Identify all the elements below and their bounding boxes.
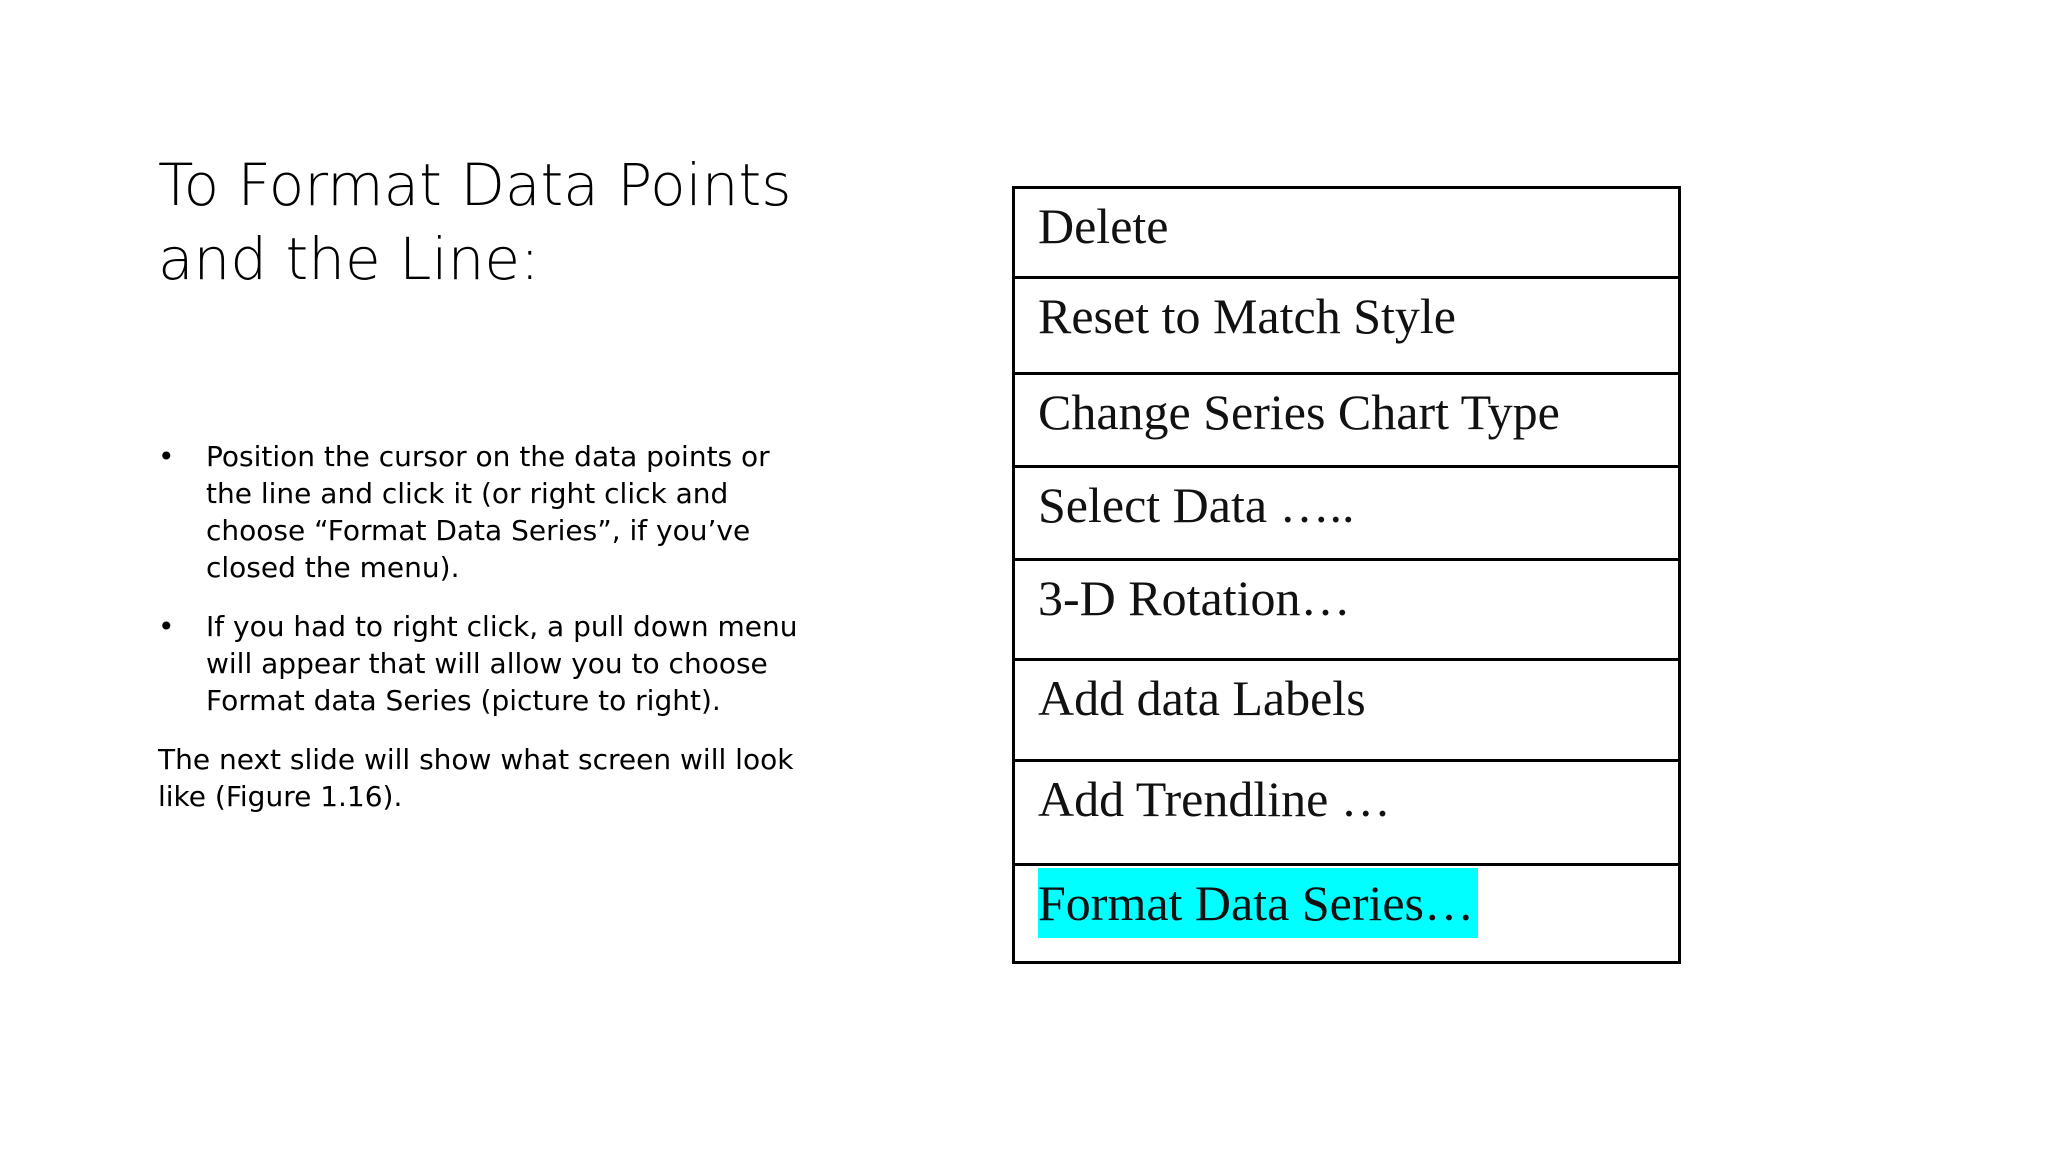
menu-item-label-highlighted: Format Data Series…	[1038, 868, 1478, 938]
menu-item-label: Delete	[1038, 198, 1169, 254]
slide-title-line-2: and the Line:	[158, 225, 540, 293]
menu-item-label: Change Series Chart Type	[1038, 384, 1560, 440]
menu-item-format-data-series	[1015, 866, 1678, 961]
menu-item-3d-rotation	[1015, 561, 1678, 661]
bullet-icon: •	[158, 610, 175, 643]
slide-body	[158, 438, 818, 815]
slide-title	[158, 148, 858, 296]
bullet-item	[158, 608, 818, 719]
menu-item-change-series-chart-type	[1015, 375, 1678, 468]
bullet-text: Position the cursor on the data points or the line and click it (or right click and choose “Format Data Series”, if you’ve closed the menu).	[206, 440, 770, 584]
menu-item-label: Add Trendline …	[1038, 771, 1391, 827]
menu-item-label: 3-D Rotation…	[1038, 570, 1351, 626]
menu-item-label: Add data Labels	[1038, 670, 1366, 726]
menu-item-label: Reset to Match Style	[1038, 288, 1456, 344]
menu-item-add-trendline	[1015, 762, 1678, 866]
menu-item-delete	[1015, 189, 1678, 279]
context-menu-picture	[1012, 186, 1681, 964]
slide-title-line-1: To Format Data Points	[158, 151, 792, 219]
bullet-text: If you had to right click, a pull down menu will appear that will allow you to choose Format data Series (picture to right).	[206, 610, 798, 717]
menu-item-add-data-labels	[1015, 661, 1678, 762]
bullet-item	[158, 438, 818, 586]
menu-item-reset-to-match-style	[1015, 279, 1678, 375]
menu-item-label: Select Data …..	[1038, 477, 1355, 533]
menu-item-select-data	[1015, 468, 1678, 561]
bullet-list	[158, 438, 818, 719]
closing-paragraph: The next slide will show what screen will look like (Figure 1.16).	[158, 743, 794, 813]
bullet-icon: •	[158, 440, 175, 473]
